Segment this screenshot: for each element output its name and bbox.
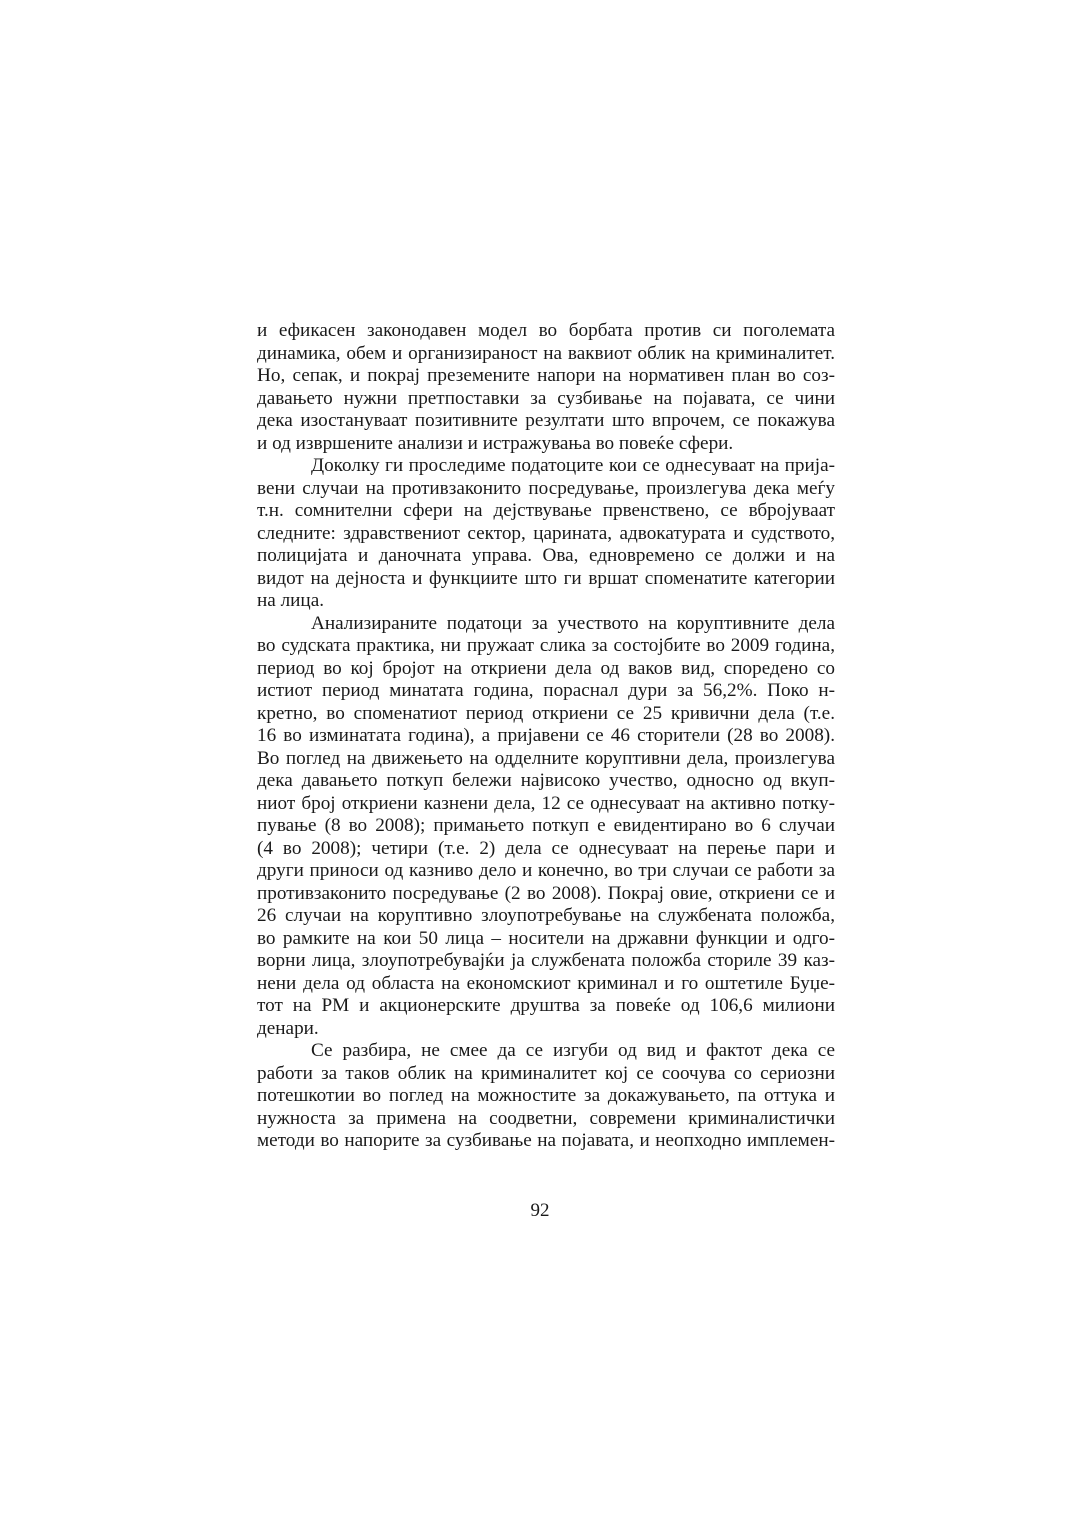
text-line: и ефикасен законодавен модел во борбата против си поголемата	[257, 320, 835, 341]
paragraph-3	[257, 613, 835, 1041]
text-line: противзаконито посредување (2 во 2008). Покрај овие, откриени се и	[257, 882, 835, 904]
text-line: ниот број откриени казнени дела, 12 се однесуваат на активно потку-	[257, 792, 835, 814]
text-line: Доколку ги проследиме податоците кои се однесуваат на прија-	[311, 455, 835, 476]
text-line: динамика, обем и организираност на ваквиот облик на криминалитет.	[257, 342, 835, 364]
text-line: (4 во 2008); четири (т.е. 2) дела се однесуваат на перење пари и	[257, 837, 835, 859]
text-line: Се разбира, не смее да се изгуби од вид и фактот дека се	[311, 1040, 835, 1061]
text-line: методи во напорите за сузбивање на појавата, и неопходно имплемен-	[257, 1130, 835, 1151]
paragraph-4	[257, 1040, 835, 1153]
text-line: т.н. сомнителни сфери на дејствување првенствено, се вбројуваат	[257, 500, 835, 521]
text-line: 26 случаи на коруптивно злоупотребување на службената положба,	[257, 905, 835, 926]
text-line: видот на дејноста и функциите што ги вршат споменатите категории	[257, 567, 835, 589]
text-line: Во поглед на движењето на одделните коруптивни дела, произлегува	[257, 747, 835, 769]
text-line: нени дела од областа на економскиот криминал и го оштетиле Буџе-	[257, 972, 835, 994]
text-line: други приноси од казниво дело и конечно, во три случаи се работи за	[257, 860, 835, 881]
text-line: потешкотии во поглед на можностите за докажувањето, па оттука и	[257, 1085, 835, 1106]
paragraph-1	[257, 320, 835, 455]
text-line: и од извршените анализи и истражувања во повеќе сфери.	[257, 432, 734, 454]
text-line: во рамките на кои 50 лица – носители на државни функции и одго-	[257, 927, 835, 949]
paragraph-2	[257, 455, 835, 613]
text-line: нужноста за примена на соодветни, современи криминалистички	[257, 1107, 835, 1129]
text-line: работи за таков облик на криминалитет кој се соочува со сериозни	[257, 1062, 835, 1084]
text-line: дека изостануваат позитивните резултати што впрочем, се покажува	[257, 410, 835, 431]
text-line: Анализираните податоци за учеството на коруптивните дела	[311, 612, 835, 634]
text-line: во судската практика, ни пружаат слика за состојбите во 2009 година,	[257, 635, 835, 656]
text-line: на лица.	[257, 590, 325, 611]
text-line: истиот период минатата година, пораснал дури за 56,2%. Поко н-	[257, 680, 835, 701]
text-line: Но, сепак, и покрај преземените напори на нормативен план во соз-	[257, 365, 835, 386]
body-text	[257, 320, 835, 1153]
text-line: период во кој бројот на откриени дела од ваков вид, споредено со	[257, 657, 835, 679]
page-number: 92	[530, 1200, 550, 1221]
text-line: 16 во изминатата година), а пријавени се 46 сторители (28 во 2008).	[257, 725, 835, 746]
text-line: кретно, во споменатиот период откриени се 25 кривични дела (т.е.	[257, 702, 835, 724]
text-line: пување (8 во 2008); примањето поткуп е евидентирано во 6 случаи	[257, 815, 835, 836]
text-line: следните: здравствениот сектор, царината, адвокатурата и судството,	[257, 522, 835, 544]
text-line: тот на РМ и акционерските друштва за повеќе од 106,6 милиони	[257, 995, 835, 1016]
text-line: полицијата и даночната управа. Ова, едновремено се должи и на	[257, 545, 835, 566]
text-line: денари.	[257, 1017, 319, 1039]
text-line: вени случаи на противзаконито посредување, произлегува дека меѓу	[257, 477, 835, 499]
text-line: ворни лица, злоупотребувајќи ја службената положба сториле 39 каз-	[257, 950, 835, 971]
text-line: дека давањето поткуп бележи највисоко учество, односно од вкуп-	[257, 770, 835, 791]
text-line: давањето нужни претпоставки за сузбивање на појавата, се чини	[257, 387, 835, 409]
